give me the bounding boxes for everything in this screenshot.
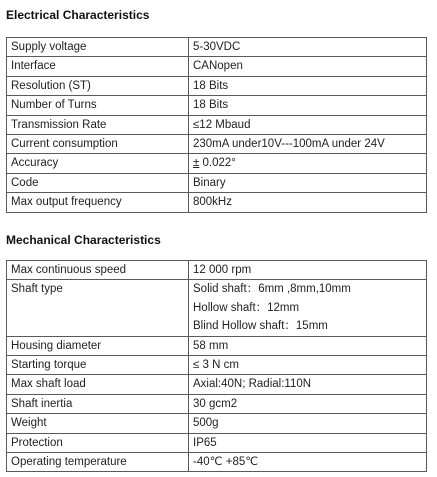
shaft-type-line: Hollow shaft：12mm: [193, 301, 300, 314]
table-row: [7, 280, 427, 336]
table-row: [7, 134, 427, 153]
table-row: [7, 261, 427, 280]
table-row: [7, 173, 427, 192]
accuracy-value: 0.022°: [199, 157, 236, 170]
table-row: [7, 193, 427, 212]
row-label: Shaft inertia: [7, 394, 189, 413]
table-row: [7, 154, 427, 173]
row-value: ≤12 Mbaud: [189, 115, 427, 134]
electrical-characteristics-table: [6, 37, 427, 213]
row-label: Accuracy: [7, 154, 189, 173]
table-row: [7, 336, 427, 355]
table-row: [7, 452, 427, 471]
row-label: Max output frequency: [7, 193, 189, 212]
row-value: [189, 154, 427, 173]
row-label: Operating temperature: [7, 452, 189, 471]
table-row: [7, 38, 427, 57]
table-row: [7, 375, 427, 394]
row-value: 800kHz: [189, 193, 427, 212]
row-value: 18 Bits: [189, 96, 427, 115]
row-value: 18 Bits: [189, 76, 427, 95]
table-row: [7, 115, 427, 134]
row-label: Starting torque: [7, 355, 189, 374]
row-value: Binary: [189, 173, 427, 192]
row-label: Resolution (ST): [7, 76, 189, 95]
row-value: ≤ 3 N cm: [189, 355, 427, 374]
row-label: Max continuous speed: [7, 261, 189, 280]
row-value: 500g: [189, 414, 427, 433]
row-label: Transmission Rate: [7, 115, 189, 134]
table-row: [7, 96, 427, 115]
row-value: [189, 280, 427, 336]
row-label: Housing diameter: [7, 336, 189, 355]
row-value: 58 mm: [189, 336, 427, 355]
row-label: Number of Turns: [7, 96, 189, 115]
row-label: Shaft type: [7, 280, 189, 336]
table-row: [7, 414, 427, 433]
row-value: -40℃ +85℃: [189, 452, 427, 471]
row-label: Code: [7, 173, 189, 192]
row-value: Axial:40N; Radial:110N: [189, 375, 427, 394]
table-row: [7, 57, 427, 76]
row-label: Max shaft load: [7, 375, 189, 394]
table-row: [7, 76, 427, 95]
table-row: [7, 394, 427, 413]
mechanical-characteristics-title: Mechanical Characteristics: [6, 233, 161, 247]
row-value: 30 gcm2: [189, 394, 427, 413]
row-value: CANopen: [189, 57, 427, 76]
row-label: Weight: [7, 414, 189, 433]
row-value: 230mA under10V---100mA under 24V: [189, 134, 427, 153]
electrical-characteristics-title: Electrical Characteristics: [6, 8, 150, 22]
row-value: IP65: [189, 433, 427, 452]
table-row: [7, 433, 427, 452]
row-value: 5-30VDC: [189, 38, 427, 57]
row-value: 12 000 rpm: [189, 261, 427, 280]
table-row: [7, 355, 427, 374]
row-label: Interface: [7, 57, 189, 76]
mechanical-characteristics-table: [6, 260, 427, 472]
row-label: Protection: [7, 433, 189, 452]
row-label: Supply voltage: [7, 38, 189, 57]
shaft-type-line: Blind Hollow shaft：15mm: [193, 320, 328, 333]
shaft-type-line: Solid shaft：6mm ,8mm,10mm: [193, 283, 351, 296]
row-label: Current consumption: [7, 134, 189, 153]
plus-minus-sign: ±: [193, 157, 200, 170]
